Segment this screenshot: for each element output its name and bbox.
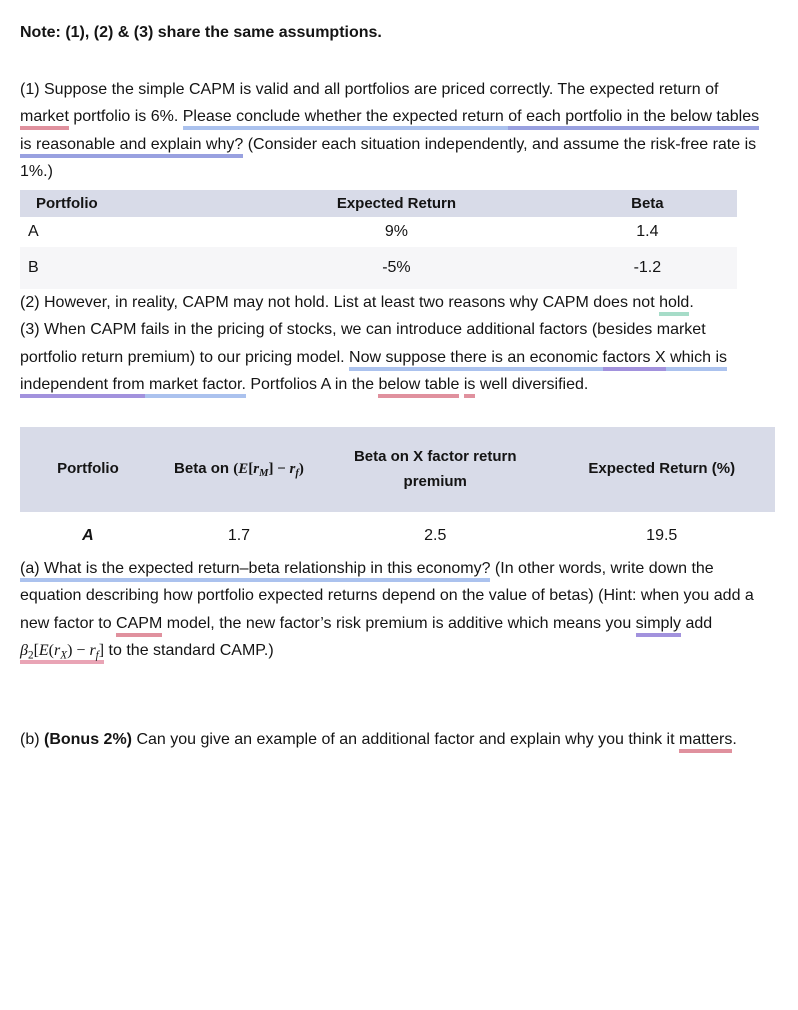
text-segment: f — [295, 467, 299, 479]
text-segment: below table — [378, 376, 459, 398]
text-segment: E — [38, 642, 49, 660]
text-segment: add — [681, 614, 713, 632]
table2-header-beta-x-factor: Beta on X factor return premium — [322, 427, 549, 512]
table1-cell-expected-return-b: -5% — [235, 247, 558, 289]
text-segment: r — [54, 642, 61, 660]
portfolio-table-2 — [20, 427, 775, 555]
text-segment: . — [689, 293, 694, 311]
text-segment: well diversified. — [475, 376, 589, 394]
text-segment: β — [20, 642, 28, 660]
text-segment: (Consider each situation independently, and assume the risk-free rate is 1%.) — [20, 135, 757, 181]
text-segment: Portfolios A in the — [245, 376, 379, 394]
table1-header-expected-return: Expected Return — [235, 190, 558, 217]
text-segment: is — [464, 376, 476, 398]
text-segment: hold — [659, 294, 689, 316]
text-segment: (2) However, in reality, CAPM may not hold. List at least two reasons why CAPM does not — [20, 293, 660, 311]
text-segment: (3) When CAPM fails in the pricing of stocks, we can introduce additional factors (besides market portfolio return premium) to our pricing model. — [20, 321, 706, 366]
text-segment — [20, 642, 104, 664]
text-segment: independent from — [20, 376, 145, 398]
table2-header-portfolio: Portfolio — [20, 427, 156, 512]
text-segment: (1) Suppose the simple CAPM is valid and all portfolios are priced correctly. The expected return of — [20, 80, 719, 98]
table1-header-row — [20, 190, 737, 217]
text-segment: f — [95, 649, 99, 662]
table2-header-expected-return: Expected Return (%) — [548, 427, 775, 512]
text-segment: r — [253, 460, 260, 477]
text-segment: E — [238, 460, 249, 477]
text-segment: ( — [48, 642, 54, 660]
table1-cell-portfolio-b: B — [20, 247, 235, 289]
table1-cell-portfolio-a: A — [20, 217, 235, 247]
text-segment: (a) What is the expected return–beta relationship in this economy? — [20, 560, 490, 582]
table2-cell-portfolio-a: A — [20, 512, 156, 555]
text-segment: Can you give an example of an additional factor and explain why you think it — [132, 730, 679, 748]
text-segment: model, the new factor’s risk premium is additive which means you — [162, 614, 636, 632]
text-segment: Now suppose there is an economic — [349, 349, 602, 371]
text-segment: ) − — [67, 642, 90, 660]
text-segment: M — [259, 467, 269, 479]
text-segment: which is — [666, 349, 727, 371]
text-segment: r — [289, 460, 296, 477]
text-segment: [ — [248, 460, 254, 477]
text-segment: simply — [636, 615, 681, 637]
text-segment: Please conclude whether the expected return — [183, 108, 509, 130]
question-3-paragraph — [20, 316, 762, 399]
table1-row-a — [20, 217, 737, 247]
text-segment: factors X — [603, 349, 666, 371]
text-segment: matters — [679, 731, 732, 753]
table1-cell-beta-a: 1.4 — [558, 217, 737, 247]
table2-header-row — [20, 427, 775, 512]
table1-header-beta: Beta — [558, 190, 737, 217]
text-segment: Beta on — [174, 459, 234, 477]
text-segment: r — [89, 642, 96, 660]
text-segment — [233, 461, 304, 477]
question-1-paragraph — [20, 76, 762, 186]
text-segment: to the standard CAMP.) — [104, 642, 274, 660]
text-segment: portfolio is 6%. — [68, 108, 183, 126]
text-segment: . — [732, 730, 737, 748]
table2-header-beta-market — [156, 427, 322, 512]
text-segment: market — [20, 108, 69, 130]
text-segment: market factor. — [145, 376, 246, 398]
text-segment: ] — [98, 642, 105, 660]
text-segment: 2 — [27, 649, 34, 662]
table2-row-a — [20, 512, 775, 555]
text-segment: [ — [33, 642, 39, 660]
table1-row-b — [20, 247, 737, 289]
text-segment: ) — [298, 460, 304, 477]
table2-cell-beta-market-a: 1.7 — [156, 512, 322, 555]
text-segment: of each portfolio in the below tables is reasonable and explain why? — [20, 108, 759, 158]
text-segment: ] − — [268, 460, 290, 477]
text-segment: (In other words, write down the equation describing how portfolio expected returns depend on the value of betas) (Hint: when you add a new factor to — [20, 559, 754, 632]
text-segment: X — [60, 649, 68, 662]
table1-header-portfolio: Portfolio — [20, 190, 235, 217]
text-segment: (Bonus 2%) — [44, 730, 132, 748]
question-b-paragraph — [20, 726, 762, 754]
question-a-paragraph — [20, 555, 762, 666]
text-segment: ( — [233, 460, 239, 477]
table1-cell-beta-b: -1.2 — [558, 247, 737, 289]
text-segment: (b) — [20, 730, 44, 748]
portfolio-table-1 — [20, 190, 737, 289]
table2-cell-beta-x-a: 2.5 — [322, 512, 549, 555]
note-heading: Note: (1), (2) & (3) share the same assumptions. — [20, 24, 382, 41]
text-segment: CAPM — [116, 615, 162, 637]
question-2-paragraph — [20, 289, 762, 317]
table1-cell-expected-return-a: 9% — [235, 217, 558, 247]
table2-cell-expected-return-a: 19.5 — [548, 512, 775, 555]
